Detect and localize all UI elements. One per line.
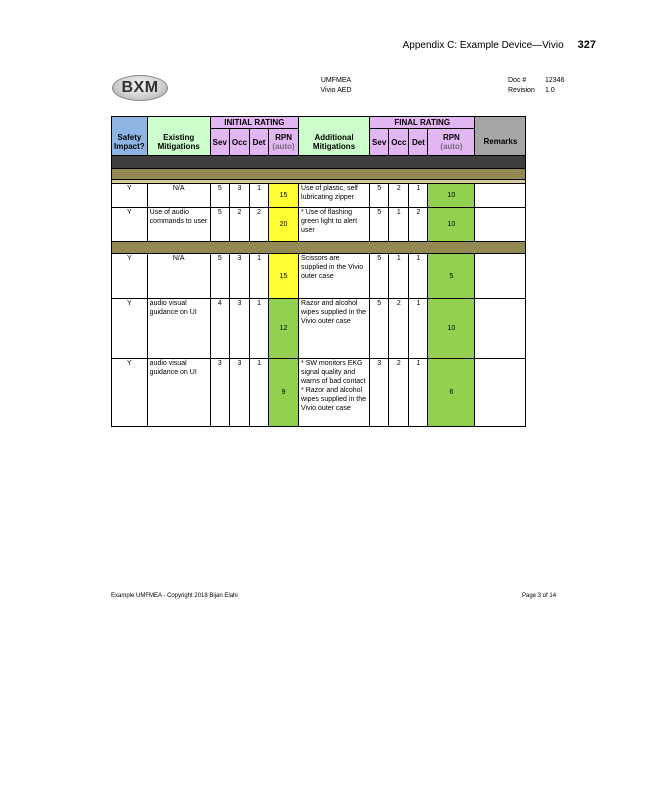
final-occ-cell: 1 [389, 254, 409, 299]
doc-number-value: 12346 [545, 77, 565, 84]
final-rpn-cell: 10 [428, 299, 475, 359]
remarks-cell [475, 359, 526, 427]
final-det-cell: 1 [409, 359, 428, 427]
final-occ-cell: 1 [389, 208, 409, 242]
det-cell: 1 [250, 299, 269, 359]
final-sev-cell: 5 [370, 299, 389, 359]
existing-mitigations-header: Existing Mitigations [147, 129, 210, 156]
table-row [112, 299, 526, 359]
final-occ-header: Occ [389, 129, 409, 156]
det-header: Det [250, 129, 269, 156]
safety-impact-header: Safety Impact? [112, 129, 148, 156]
remarks-cell [475, 208, 526, 242]
final-occ-cell: 2 [389, 299, 409, 359]
occ-cell: 3 [229, 359, 249, 427]
table-row [112, 254, 526, 299]
additional-mitigation-cell: * SW monitors EKG signal quality and warns of bad contact * Razor and alcohol wipes supplied in the Vivio outer case [299, 359, 370, 427]
sev-cell: 5 [210, 208, 229, 242]
remarks-header: Remarks [475, 129, 526, 156]
additional-mitigations-header: Additional Mitigations [299, 129, 370, 156]
bxm-logo [112, 75, 168, 101]
fmea-table [111, 116, 526, 427]
initial-rating-header: INITIAL RATING [210, 117, 298, 129]
final-det-cell: 1 [409, 184, 428, 208]
occ-cell: 3 [229, 254, 249, 299]
document-header [300, 76, 372, 96]
footer-copyright: Example UMFMEA - Copyright 2018 Bijan Elahi [111, 593, 238, 599]
det-cell: 1 [250, 184, 269, 208]
final-det-cell: 2 [409, 208, 428, 242]
sev-header: Sev [210, 129, 229, 156]
final-rpn-cell: 10 [428, 208, 475, 242]
rpn-cell: 20 [269, 208, 299, 242]
safety-impact-cell: Y [112, 359, 148, 427]
safety-impact-cell: Y [112, 254, 148, 299]
sev-cell: 3 [210, 359, 229, 427]
existing-mitigation-cell: audio visual guidance on UI [147, 359, 210, 427]
revision-value: 1.0 [545, 87, 555, 94]
additional-mitigation-cell: Razor and alcohol wipes supplied in the Vivio outer case [299, 299, 370, 359]
final-rpn-cell: 5 [428, 254, 475, 299]
final-rating-header: FINAL RATING [370, 117, 475, 129]
final-rpn-cell: 10 [428, 184, 475, 208]
running-head [403, 39, 596, 51]
final-rpn-header: RPN (auto) [428, 129, 475, 156]
table-row [112, 359, 526, 427]
page-number: 327 [577, 39, 596, 51]
sev-cell: 4 [210, 299, 229, 359]
final-occ-cell: 2 [389, 359, 409, 427]
rpn-header: RPN (auto) [269, 129, 299, 156]
doc-info [508, 76, 564, 96]
rpn-cell: 15 [269, 254, 299, 299]
existing-mitigation-cell: Use of audio commands to user [147, 208, 210, 242]
sev-cell: 5 [210, 184, 229, 208]
occ-cell: 3 [229, 299, 249, 359]
final-sev-cell: 3 [370, 359, 389, 427]
final-det-header: Det [409, 129, 428, 156]
final-occ-cell: 2 [389, 184, 409, 208]
safety-impact-cell: Y [112, 299, 148, 359]
table-row [112, 208, 526, 242]
revision-label: Revision [508, 87, 535, 94]
additional-mitigation-cell: Scissors are supplied in the Vivio outer case [299, 254, 370, 299]
remarks-cell [475, 299, 526, 359]
existing-mitigation-cell: N/A [147, 184, 210, 208]
final-sev-header: Sev [370, 129, 389, 156]
det-cell: 2 [250, 208, 269, 242]
final-rpn-cell: 6 [428, 359, 475, 427]
document-type: UMFMEA [320, 77, 352, 84]
device-name: Vivio AED [320, 87, 352, 94]
final-sev-cell: 5 [370, 184, 389, 208]
remarks-cell [475, 184, 526, 208]
occ-cell: 3 [229, 184, 249, 208]
final-det-cell: 1 [409, 254, 428, 299]
rpn-cell: 9 [269, 359, 299, 427]
occ-cell: 2 [229, 208, 249, 242]
logo-text: BXM [121, 79, 159, 96]
rpn-cell: 12 [269, 299, 299, 359]
existing-mitigation-cell: N/A [147, 254, 210, 299]
final-sev-cell: 5 [370, 208, 389, 242]
final-sev-cell: 5 [370, 254, 389, 299]
rpn-cell: 15 [269, 184, 299, 208]
running-head-title: Appendix C: Example Device—Vivio [402, 40, 564, 51]
det-cell: 1 [250, 359, 269, 427]
occ-header: Occ [229, 129, 249, 156]
remarks-cell [475, 254, 526, 299]
footer-page-count: Page 3 of 14 [522, 593, 557, 599]
additional-mitigation-cell: * Use of flashing green light to alert user [299, 208, 370, 242]
det-cell: 1 [250, 254, 269, 299]
additional-mitigation-cell: Use of plastic, self lubricating zipper [299, 184, 370, 208]
safety-impact-cell: Y [112, 208, 148, 242]
safety-impact-cell: Y [112, 184, 148, 208]
final-det-cell: 1 [409, 299, 428, 359]
section-band [112, 242, 526, 254]
existing-mitigation-cell: audio visual guidance on UI [147, 299, 210, 359]
doc-number-label: Doc # [508, 77, 527, 84]
table-row [112, 184, 526, 208]
section-band [112, 156, 526, 169]
section-band [112, 169, 526, 180]
sev-cell: 5 [210, 254, 229, 299]
